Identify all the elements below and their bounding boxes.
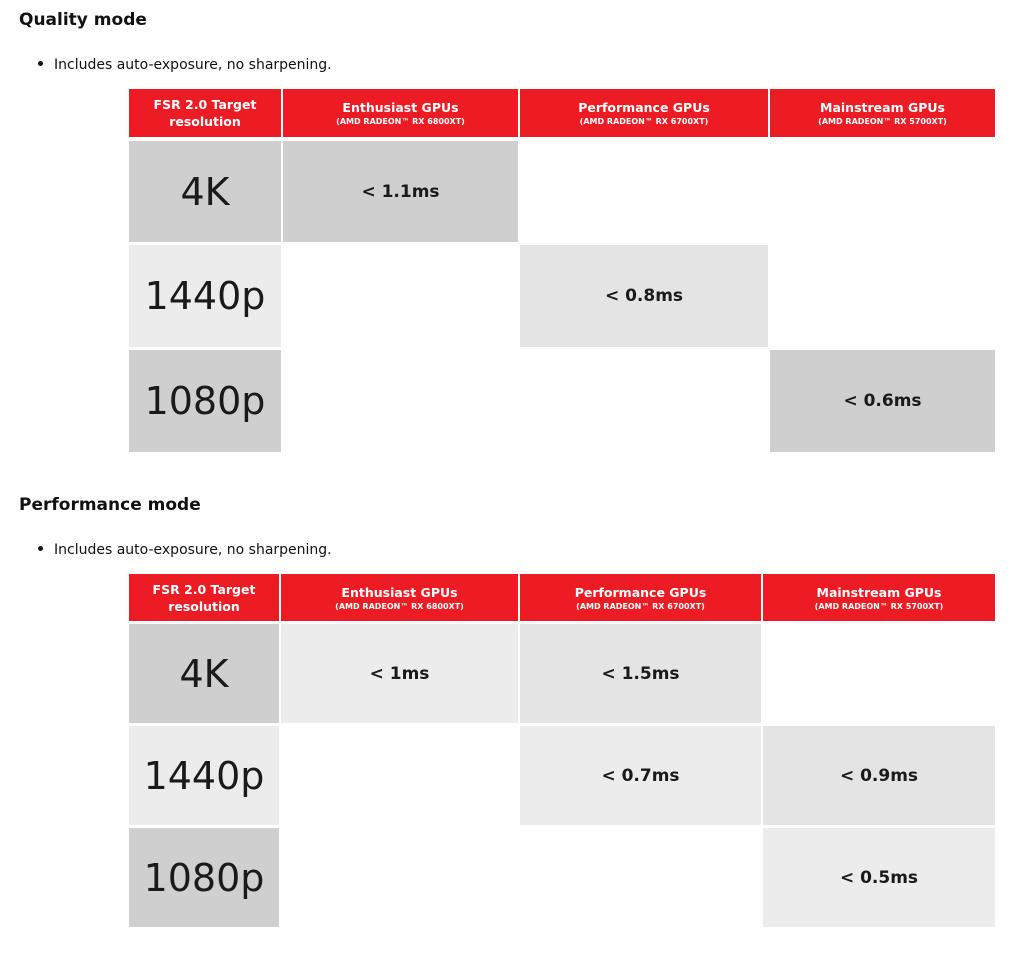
header-enthusiast-gpus [281,574,518,621]
header-mainstream-gpus [770,89,995,137]
resolution-cell-4k: 4K [129,624,279,723]
quality-mode-heading: Quality mode [19,10,147,30]
header-target-resolution [129,89,281,137]
value-cell: < 0.6ms [770,350,995,452]
resolution-cell-1080p: 1080p [129,828,279,927]
value-cell [283,350,518,452]
value-cell: < 1.1ms [283,141,518,242]
header-title: Mainstream GPUs [820,100,945,115]
value-cell [281,726,518,825]
resolution-cell-1440p: 1440p [129,245,281,347]
header-target-resolution [129,574,279,621]
header-subtitle: (AMD RADEON™ RX 5700XT) [814,601,944,611]
header-performance-gpus [520,574,761,621]
value-cell: < 1ms [281,624,518,723]
bullet-dot-icon [38,546,43,551]
header-title: FSR 2.0 Target resolution [152,581,256,614]
header-mainstream-gpus [763,574,995,621]
value-cell [520,350,768,452]
header-subtitle: (AMD RADEON™ RX 6800XT) [335,601,464,611]
header-title: Performance GPUs [574,584,707,600]
performance-mode-bullet [38,542,332,558]
header-title: Performance GPUs [578,100,710,115]
quality-mode-bullet-text: Includes auto-exposure, no sharpening. [54,57,332,73]
value-cell [281,828,518,927]
header-title: FSR 2.0 Target resolution [153,97,257,129]
header-subtitle: (AMD RADEON™ RX 5700XT) [818,117,947,126]
resolution-cell-1440p: 1440p [129,726,279,825]
header-subtitle: (AMD RADEON™ RX 6800XT) [336,117,465,126]
value-cell: < 0.8ms [520,245,768,347]
header-enthusiast-gpus [283,89,518,137]
performance-mode-heading: Performance mode [19,495,201,515]
header-subtitle: (AMD RADEON™ RX 6700XT) [576,601,705,611]
value-cell [520,828,761,927]
quality-mode-bullet [38,57,332,73]
value-cell [283,245,518,347]
resolution-cell-4k: 4K [129,141,281,242]
performance-mode-bullet-text: Includes auto-exposure, no sharpening. [54,542,332,558]
value-cell: < 0.9ms [763,726,995,825]
value-cell [770,245,995,347]
value-cell [520,141,768,242]
value-cell: < 0.7ms [520,726,761,825]
value-cell [770,141,995,242]
header-performance-gpus [520,89,768,137]
resolution-cell-1080p: 1080p [129,350,281,452]
value-cell: < 0.5ms [763,828,995,927]
header-title: Mainstream GPUs [816,584,942,600]
bullet-dot-icon [38,61,43,66]
value-cell: < 1.5ms [520,624,761,723]
header-subtitle: (AMD RADEON™ RX 6700XT) [579,117,709,126]
value-cell [763,624,995,723]
header-title: Enthusiast GPUs [342,100,459,115]
header-title: Enthusiast GPUs [341,584,458,600]
